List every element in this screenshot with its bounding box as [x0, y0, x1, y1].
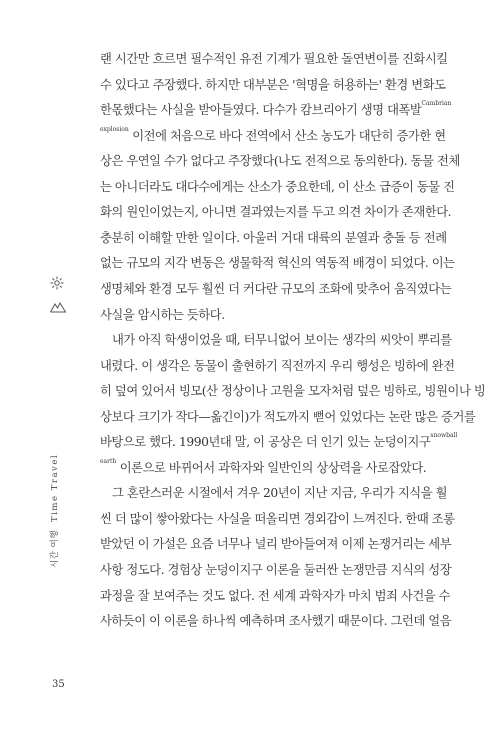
- text-line: [100, 407, 476, 427]
- line-text: 없는 규모의 지각 변동은 생물학적 혁신의 역동적 배경이 되었다. 이는: [100, 256, 455, 271]
- line-text: 랜 시간만 흐르면 필수적인 유전 기계가 필요한 돌연변이를 진화시킬: [100, 52, 448, 66]
- text-line: [100, 151, 460, 171]
- text-line: [100, 381, 486, 401]
- term-gloss: Cambrian: [421, 100, 452, 108]
- line-text: 사하듯이 이 이론을 하나씩 예측하며 조사했기 때문이다. 그런데 얼음: [100, 614, 452, 629]
- sun-icon: [50, 275, 64, 294]
- line-text: 충분히 이해할 만한 일이다. 아울러 거대 대륙의 분열과 충돌 등 전례: [100, 230, 447, 245]
- page-number: 35: [52, 679, 65, 690]
- line-text: 이론으로 바뀌어서 과학자와 일반인의 상상력을 사로잡았다.: [116, 460, 427, 475]
- line-text: 과정을 잘 보여주는 것도 없다. 전 세계 과학자가 마치 범죄 사건을 수: [100, 588, 451, 603]
- text-line: [100, 228, 446, 248]
- text-line: [100, 100, 452, 120]
- term-gloss: explosion: [100, 125, 129, 133]
- text-line: [112, 330, 452, 350]
- text-line: [100, 279, 452, 299]
- line-text: 한몫했다는 사실을 받아들였다. 다수가 캄브리아기 생명 대폭발: [100, 103, 422, 118]
- text-line: [100, 458, 446, 478]
- line-text: 상은 우연일 수가 없다고 주장했다(나도 전적으로 동의한다). 동물 전체: [100, 154, 460, 169]
- text-line: [100, 534, 452, 554]
- text-line: [100, 586, 451, 606]
- term-gloss: snowball: [430, 432, 458, 440]
- line-text: 그 혼란스러운 시절에서 겨우 20년이 지난 지금, 우리가 지식을 훨: [112, 486, 448, 501]
- text-line: [100, 432, 458, 452]
- runner-korean: 시간 여행: [50, 529, 60, 568]
- text-line: [100, 305, 446, 325]
- line-text: 는 아니더라도 대다수에게는 산소가 중요한데, 이 산소 급증이 동물 진: [100, 179, 455, 194]
- line-text: 히 덮여 있어서 빙모(산 정상이나 고원을 모자처럼 덮은 빙하로, 빙원이나 빙: [100, 384, 486, 399]
- line-text: 내렸다. 이 생각은 동물이 출현하기 직전까지 우리 행성은 빙하에 완전: [100, 358, 455, 373]
- line-text: 상보다 크기가 작다—옮긴이)가 적도까지 뻗어 있었다는 논란 많은 증거를: [100, 409, 476, 424]
- text-line: [100, 356, 455, 376]
- running-header: [48, 454, 60, 568]
- line-text: 이전에 처음으로 바다 전역에서 산소 농도가 대단히 증가한 현: [128, 128, 446, 143]
- line-text: 사항 정도다. 경험상 눈덩이지구 이론을 둘러싼 논쟁만큼 지식의 성장: [100, 563, 452, 577]
- line-text: 생명체와 환경 모두 훨씬 더 커다란 규모의 조화에 맞추어 움직였다는: [100, 281, 452, 296]
- line-text: 바탕으로 했다. 1990년대 말, 이 공상은 더 인기 있는 눈덩이지구: [100, 435, 431, 450]
- line-text: 받았던 이 가설은 요즘 너무나 널리 받아들여져 이제 논쟁거리는 세부: [100, 537, 452, 552]
- line-text: 씬 더 많이 쌓아왔다는 사실을 떠올리면 경외감이 느껴진다. 한때 조롱: [100, 511, 455, 526]
- line-text: 내가 아직 학생이었을 때, 터무니없어 보이는 생각의 씨앗이 뿌리를: [112, 333, 452, 348]
- text-line: [100, 509, 455, 529]
- term-gloss: earth: [100, 457, 117, 465]
- text-line: [100, 202, 452, 222]
- line-text: 화의 원인이었는지, 아니면 결과였는지를 두고 의견 차이가 존재한다.: [100, 205, 452, 220]
- text-line: [100, 177, 455, 197]
- text-line: [100, 49, 446, 69]
- text-line: [100, 126, 446, 146]
- text-line: [112, 483, 446, 503]
- text-line: [100, 560, 452, 580]
- line-text: 사실을 암시하는 듯하다.: [100, 307, 225, 322]
- text-line: [100, 75, 446, 95]
- text-line: [100, 253, 455, 273]
- line-text: 수 있다고 주장했다. 하지만 대부분은 '혁명을 허용하는' 환경 변화도: [100, 77, 446, 92]
- runner-english: Time Travel: [50, 453, 60, 522]
- text-line: [100, 611, 452, 631]
- mountain-icon: [50, 298, 66, 317]
